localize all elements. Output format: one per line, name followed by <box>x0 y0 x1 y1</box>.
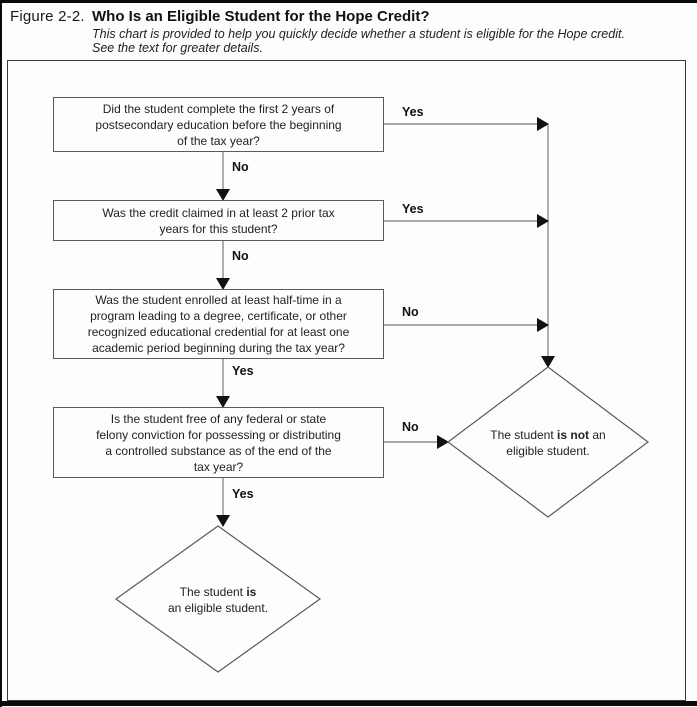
arrowhead-right-q2 <box>537 214 549 228</box>
arrowhead-right-q1 <box>537 117 549 131</box>
outcome-eligible-line1 <box>118 584 318 600</box>
branch-label-q2-yes: Yes <box>402 202 424 216</box>
question-1-line: Did the student complete the first 2 years of <box>102 101 335 116</box>
branch-label-q1-no: No <box>232 160 249 174</box>
outcome-not-eligible-line2: eligible student. <box>506 444 590 458</box>
question-4-line: Is the student free of any federal or state <box>110 411 327 426</box>
outcome-not-eligible-text <box>448 427 648 459</box>
question-box-3 <box>53 289 384 359</box>
question-4-line: a controlled substance as of the end of the <box>105 443 332 458</box>
question-box-4 <box>53 407 384 478</box>
branch-label-q3-yes: Yes <box>232 364 254 378</box>
branch-label-q2-no: No <box>232 249 249 263</box>
branch-label-q4-yes: Yes <box>232 487 254 501</box>
question-4-line: felony conviction for possessing or distributing <box>96 427 341 442</box>
figure-title: Who Is an Eligible Student for the Hope Credit? <box>92 8 430 25</box>
flowchart-connectors <box>8 61 685 700</box>
outcome-not-eligible-pre: The student <box>490 428 558 442</box>
outcome-not-eligible-post: an <box>589 428 606 442</box>
question-3-line: recognized educational credential for at least one <box>87 325 350 339</box>
branch-label-q3-no: No <box>402 305 419 319</box>
question-2-line: years for this student? <box>159 221 278 236</box>
question-4-line: tax year? <box>193 459 244 474</box>
figure-subtitle-line2: See the text for greater details. <box>92 41 263 55</box>
question-2-line: Was the credit claimed in at least 2 prior tax <box>102 205 335 220</box>
figure-subtitle-line1: This chart is provided to help you quickly decide whether a student is eligible for the Hope credit. <box>92 27 625 41</box>
question-box-2 <box>53 200 384 241</box>
arrowhead-down-collector <box>541 356 555 368</box>
outcome-not-eligible-line1 <box>448 427 648 443</box>
question-1-line: postsecondary education before the beginning <box>95 117 342 132</box>
outcome-eligible-text <box>118 584 318 616</box>
outcome-eligible-pre: The student <box>179 585 247 599</box>
question-3-line: program leading to a degree, certificate, or other <box>90 309 347 323</box>
figure-bottom-rule <box>2 701 697 706</box>
arrowhead-right-q3 <box>537 318 549 332</box>
question-1-line: of the tax year? <box>177 133 260 148</box>
branch-label-q4-no: No <box>402 420 419 434</box>
figure-subtitle <box>92 27 625 55</box>
branch-label-q1-yes: Yes <box>402 105 424 119</box>
question-3-line: academic period beginning during the tax year? <box>92 341 345 355</box>
outcome-eligible-line2: an eligible student. <box>167 601 269 615</box>
arrowhead-down-q4 <box>216 515 230 527</box>
outcome-not-eligible-bold: is not <box>557 428 590 442</box>
flowchart-area <box>7 60 686 701</box>
outcome-eligible-bold: is <box>246 585 257 599</box>
question-3-line: Was the student enrolled at least half-time in a <box>95 293 342 307</box>
figure-label: Figure 2-2. <box>10 8 85 25</box>
question-box-1 <box>53 97 384 152</box>
